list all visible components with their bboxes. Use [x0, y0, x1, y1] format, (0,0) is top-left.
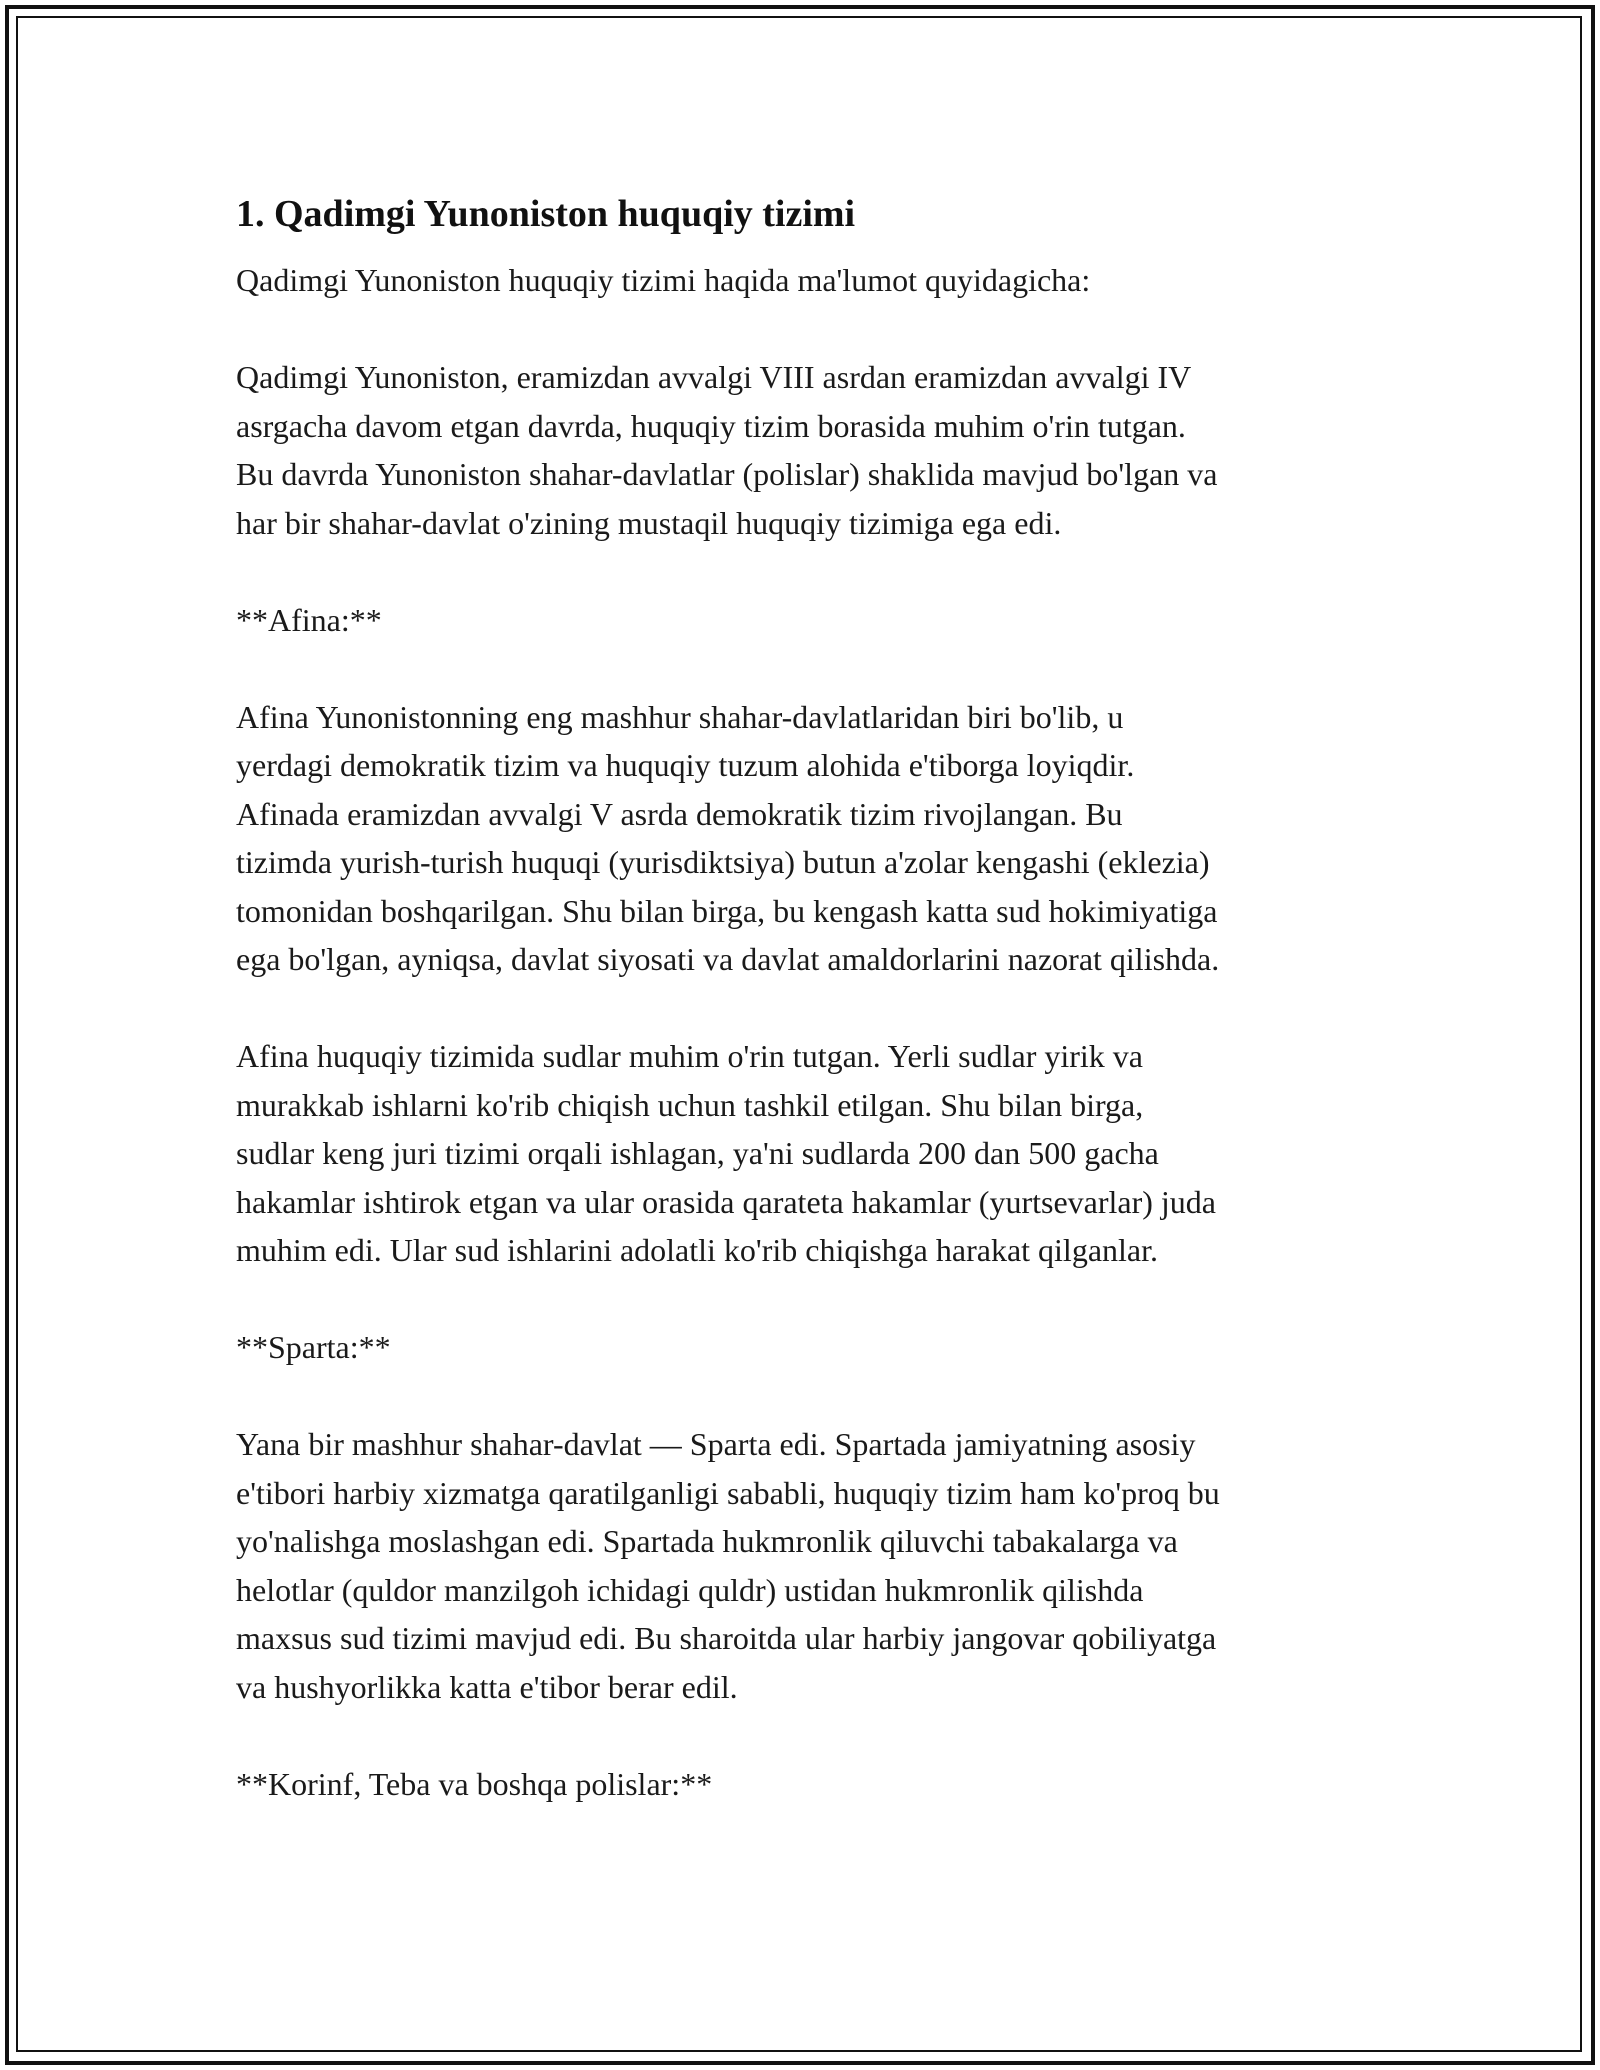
text-line: tomonidan boshqarilgan. Shu bilan birga, bu kengash katta sud hokimiyatiga	[236, 892, 1218, 929]
section-heading-sparta	[236, 1323, 1396, 1372]
paragraph-overview	[236, 353, 1396, 547]
text-line: hakamlar ishtirok etgan va ular orasida qarateta hakamlar (yurtsevarlar) juda	[236, 1183, 1216, 1220]
text-line: maxsus sud tizimi mavjud edi. Bu sharoitda ular harbiy jangovar qobiliyatga	[236, 1620, 1217, 1656]
text-line: Afinada eramizdan avvalgi V asrda demokratik tizim rivojlangan. Bu	[236, 795, 1123, 832]
text-line: ega bo'lgan, ayniqsa, davlat siyosati va davlat amaldorlarini nazorat qilishda.	[236, 941, 1220, 977]
text-line: muhim edi. Ular sud ishlarini adolatli ko'rib chiqishga harakat qilganlar.	[236, 1232, 1158, 1268]
text-line: har bir shahar-davlat o'zining mustaqil huquqiy tizimiga ega edi.	[236, 504, 1062, 541]
paragraph-afina-courts	[236, 1032, 1396, 1275]
text-line: tizimda yurish-turish huquqi (yurisdiktsiya) butun a'zolar kengashi (eklezia)	[236, 844, 1210, 880]
paragraph-afina-democracy	[236, 693, 1396, 984]
text-line: Bu davrda Yunoniston shahar-davlatlar (polislar) shaklida mavjud bo'lgan va	[236, 456, 1218, 492]
text-line: Afina Yunonistonning eng mashhur shahar-davlatlaridan biri bo'lib, u	[236, 698, 1124, 735]
text-line: **Afina:**	[236, 601, 382, 638]
text-line: murakkab ishlarni ko'rib chiqish uchun tashkil etilgan. Shu bilan birga,	[236, 1086, 1144, 1123]
paragraph-intro	[236, 256, 1396, 305]
text-line: yo'nalishga moslashgan edi. Spartada hukmronlik qiluvchi tabakalarga va	[236, 1523, 1178, 1559]
text-line: Qadimgi Yunoniston, eramizdan avvalgi VIII asrdan eramizdan avvalgi IV	[236, 359, 1192, 395]
text-line: e'tibori harbiy xizmatga qaratilganligi sababli, huquqiy tizim ham ko'proq bu	[236, 1474, 1220, 1511]
text-line: asrgacha davom etgan davrda, huquqiy tizim borasida muhim o'rin tutgan.	[236, 407, 1186, 444]
text-line: Qadimgi Yunoniston huquqiy tizimi haqida ma'lumot quyidagicha:	[236, 262, 1091, 298]
text-line: **Sparta:**	[236, 1329, 391, 1365]
text-line: Afina huquqiy tizimida sudlar muhim o'rin tutgan. Yerli sudlar yirik va	[236, 1038, 1143, 1074]
text-line: **Korinf, Teba va boshqa polislar:**	[236, 1765, 713, 1802]
paragraph-sparta	[236, 1420, 1396, 1711]
section-heading-afina	[236, 596, 1396, 645]
text-line: va hushyorlikka katta e'tibor berar edil.	[236, 1668, 738, 1705]
section-heading-korinf	[236, 1760, 1396, 1809]
text-line: Yana bir mashhur shahar-davlat — Sparta edi. Spartada jamiyatning asosiy	[236, 1426, 1196, 1462]
page-title: 1. Qadimgi Yunoniston huquqiy tizimi	[236, 193, 856, 235]
text-line: helotlar (quldor manzilgoh ichidagi quldr) ustidan hukmronlik qilishda	[236, 1571, 1144, 1608]
text-line: sudlar keng juri tizimi orqali ishlagan, ya'ni sudlarda 200 dan 500 gacha	[236, 1135, 1159, 1171]
text-line: yerdagi demokratik tizim va huquqiy tuzum alohida e'tiborga loyiqdir.	[236, 747, 1135, 783]
document-body	[236, 186, 1396, 1857]
